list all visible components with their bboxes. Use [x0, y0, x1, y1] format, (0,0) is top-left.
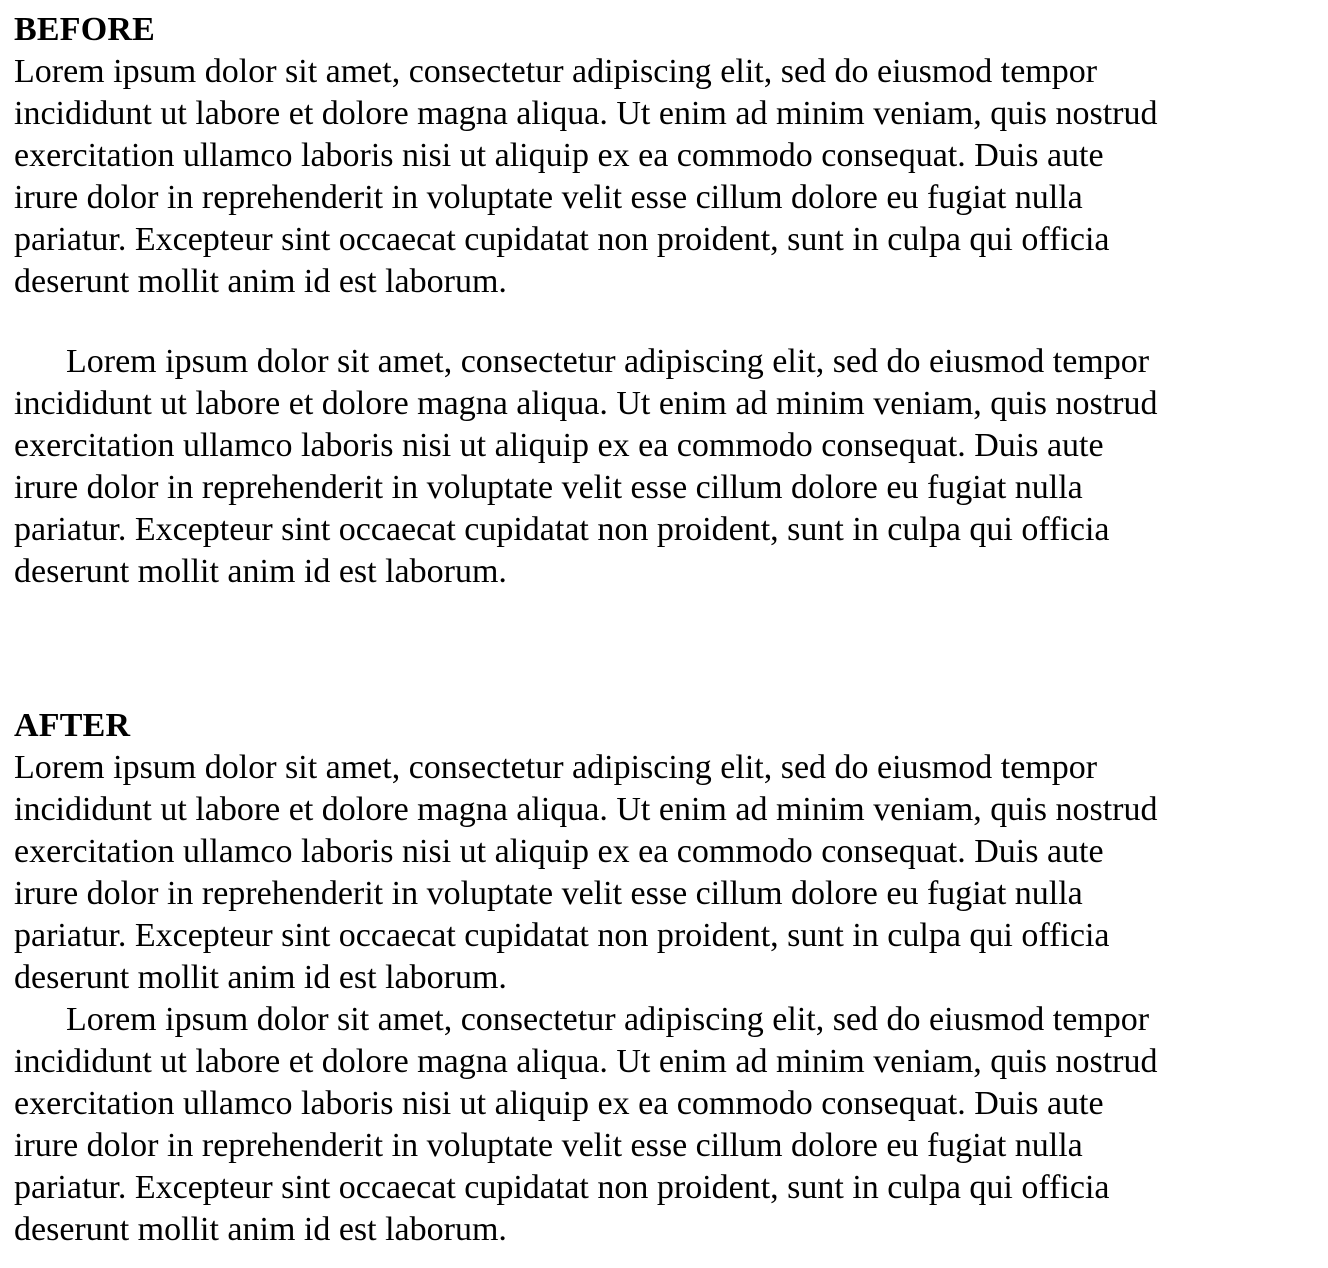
text-line: deserunt mollit anim id est laborum. [14, 263, 507, 300]
text-line: pariatur. Excepteur sint occaecat cupidatat non proident, sunt in culpa qui officia [14, 1169, 1110, 1206]
text-line: Lorem ipsum dolor sit amet, consectetur adipiscing elit, sed do eiusmod tempor [14, 749, 1098, 786]
paragraph [14, 51, 1318, 303]
text-line: incididunt ut labore et dolore magna aliqua. Ut enim ad minim veniam, quis nostrud [14, 95, 1158, 132]
text-line: exercitation ullamco laboris nisi ut aliquip ex ea commodo consequat. Duis aute [14, 833, 1104, 870]
paragraph [14, 747, 1318, 999]
section-before [14, 9, 1318, 593]
text-line: deserunt mollit anim id est laborum. [14, 1211, 507, 1248]
text-line: deserunt mollit anim id est laborum. [14, 553, 507, 590]
text-line: exercitation ullamco laboris nisi ut aliquip ex ea commodo consequat. Duis aute [14, 137, 1104, 174]
text-line: Lorem ipsum dolor sit amet, consectetur adipiscing elit, sed do eiusmod tempor [66, 343, 1150, 380]
text-line: incididunt ut labore et dolore magna aliqua. Ut enim ad minim veniam, quis nostrud [14, 385, 1158, 422]
section-after [14, 705, 1318, 1251]
text-line: exercitation ullamco laboris nisi ut aliquip ex ea commodo consequat. Duis aute [14, 1085, 1104, 1122]
text-line: irure dolor in reprehenderit in voluptate velit esse cillum dolore eu fugiat nulla [14, 179, 1083, 216]
paragraph [14, 999, 1318, 1251]
text-line: pariatur. Excepteur sint occaecat cupidatat non proident, sunt in culpa qui officia [14, 221, 1110, 258]
text-line: Lorem ipsum dolor sit amet, consectetur adipiscing elit, sed do eiusmod tempor [66, 1001, 1150, 1038]
text-line: deserunt mollit anim id est laborum. [14, 959, 507, 996]
text-line: incididunt ut labore et dolore magna aliqua. Ut enim ad minim veniam, quis nostrud [14, 791, 1158, 828]
text-line: irure dolor in reprehenderit in voluptate velit esse cillum dolore eu fugiat nulla [14, 469, 1083, 506]
heading-after: AFTER [14, 707, 131, 744]
text-line: irure dolor in reprehenderit in voluptate velit esse cillum dolore eu fugiat nulla [14, 1127, 1083, 1164]
text-line: incididunt ut labore et dolore magna aliqua. Ut enim ad minim veniam, quis nostrud [14, 1043, 1158, 1080]
text-line: pariatur. Excepteur sint occaecat cupidatat non proident, sunt in culpa qui officia [14, 917, 1110, 954]
text-line: Lorem ipsum dolor sit amet, consectetur adipiscing elit, sed do eiusmod tempor [14, 53, 1098, 90]
text-line: irure dolor in reprehenderit in voluptate velit esse cillum dolore eu fugiat nulla [14, 875, 1083, 912]
paragraph [14, 341, 1318, 593]
heading-before: BEFORE [14, 11, 156, 48]
text-line: exercitation ullamco laboris nisi ut aliquip ex ea commodo consequat. Duis aute [14, 427, 1104, 464]
text-line: pariatur. Excepteur sint occaecat cupidatat non proident, sunt in culpa qui officia [14, 511, 1110, 548]
